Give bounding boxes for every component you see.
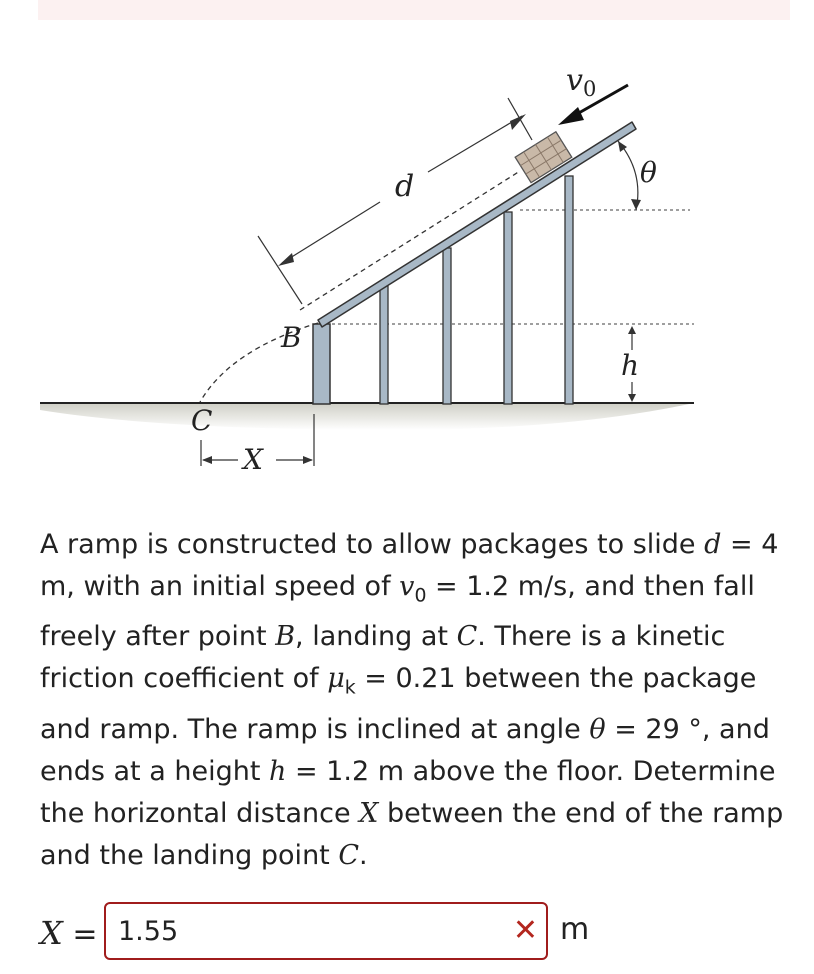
problem-text-segment: = 29 °, and ends at a height <box>40 713 770 787</box>
ramp-post <box>504 212 512 404</box>
problem-text-segment: . <box>359 839 368 871</box>
problem-text-segment: = 1.2 m/s, and then fall freely after point <box>40 571 755 653</box>
ramp-plank <box>318 122 636 327</box>
math-variable: C <box>456 621 478 653</box>
x-arrowhead <box>202 456 212 464</box>
incorrect-x-icon: ✕ <box>512 913 538 948</box>
d-dimension-line <box>428 116 522 172</box>
h-arrowhead <box>628 326 636 334</box>
math-variable: B <box>275 621 296 653</box>
answer-unit: m <box>560 912 590 947</box>
math-variable: μ <box>327 663 345 695</box>
answer-row <box>40 902 800 964</box>
math-variable: X <box>359 797 379 829</box>
label-b: B <box>281 321 302 354</box>
problem-text-segment: = 0.21 between the package and ramp. The ramp is inclined at angle <box>40 663 757 745</box>
ramp-diagram <box>0 20 814 490</box>
top-banner <box>38 0 790 20</box>
problem-text-segment: , landing at <box>295 621 457 653</box>
floor-shadow <box>40 403 694 430</box>
label-x: X <box>243 443 263 476</box>
label-d: d <box>395 169 415 204</box>
answer-value: 1.55 <box>118 916 179 947</box>
answer-variable: X <box>40 914 63 952</box>
answer-label <box>40 914 97 952</box>
problem-text-segment: A ramp is constructed to allow packages to slide <box>40 529 705 560</box>
problem-text-segment: = 4 m, with an initial speed of <box>40 529 779 602</box>
velocity-arrowhead <box>558 107 584 125</box>
problem-text-segment: . There is a kinetic friction coefficient of <box>40 621 726 695</box>
answer-input[interactable] <box>104 902 548 960</box>
label-theta: θ <box>640 156 657 189</box>
ramp-post <box>565 176 573 404</box>
label-v0: $v_0$ <box>566 63 597 101</box>
ramp-post <box>443 248 451 404</box>
math-variable: h <box>269 755 287 787</box>
ramp-diagram-svg <box>0 20 814 490</box>
x-arrowhead <box>303 456 313 464</box>
math-variable: v <box>399 571 415 602</box>
math-variable: C <box>338 839 360 871</box>
problem-text <box>40 524 800 877</box>
problem-text-segment: = 1.2 m above the floor. Determine the horizontal distance <box>40 755 776 829</box>
d-arrowhead <box>278 253 294 266</box>
label-h: h <box>621 349 640 382</box>
math-variable: d <box>704 529 722 560</box>
math-variable: θ <box>589 713 606 745</box>
math-subscript: 0 <box>414 584 427 607</box>
d-extension-line <box>258 236 302 304</box>
math-subscript: k <box>344 676 356 699</box>
problem-statement <box>40 524 800 877</box>
ramp-end-post <box>313 324 330 404</box>
label-c: C <box>191 404 213 437</box>
theta-arrowhead <box>631 199 641 210</box>
answer-equals: = <box>72 917 98 952</box>
h-arrowhead <box>628 394 636 402</box>
problem-text-segment: between the end of the ramp and the landing point <box>40 797 784 871</box>
ramp-post <box>380 286 388 404</box>
d-dimension-line <box>282 202 380 263</box>
